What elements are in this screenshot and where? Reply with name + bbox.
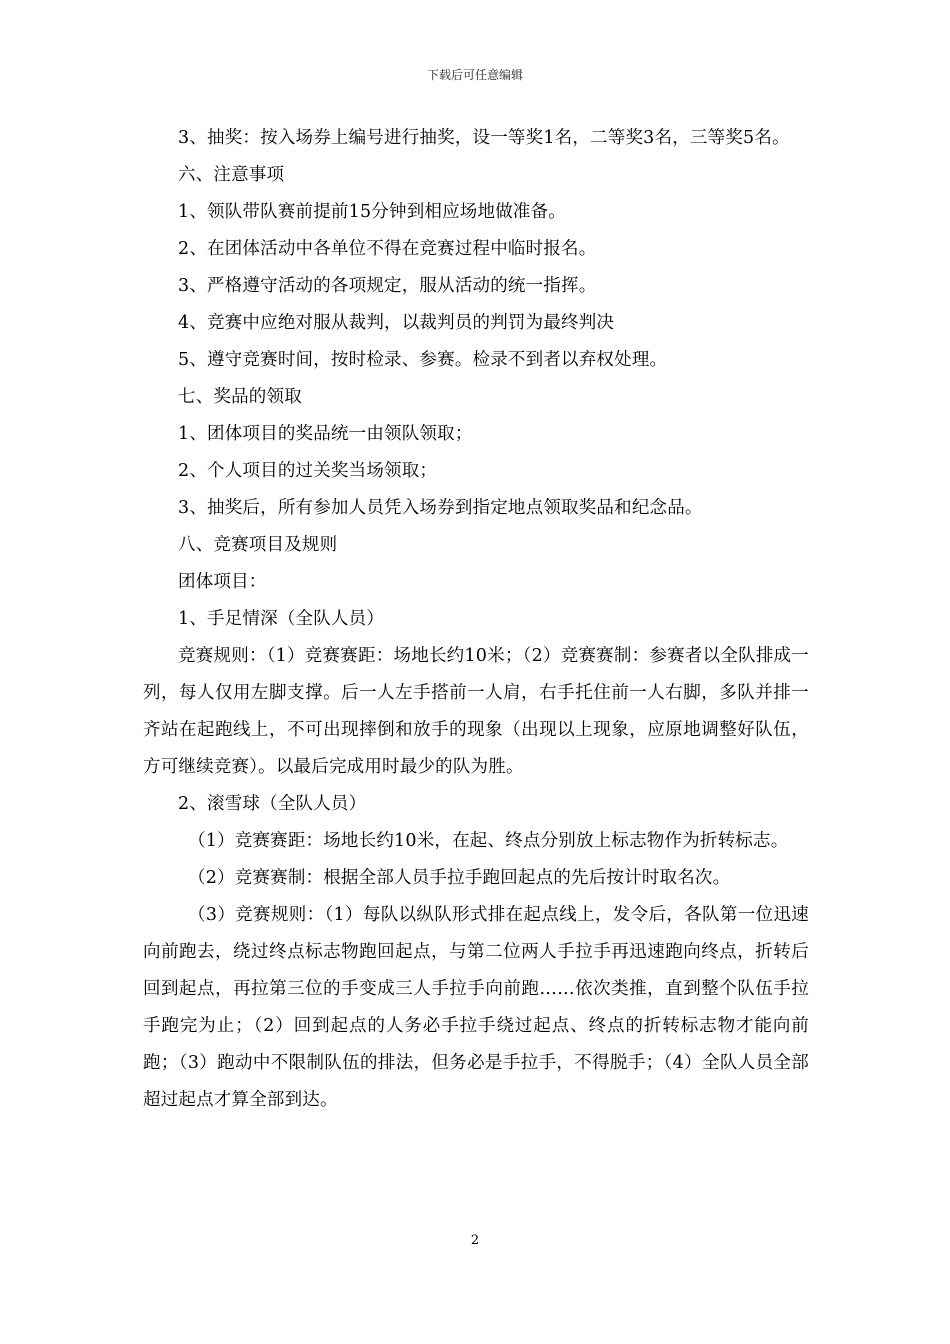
paragraph-team-events: 团体项目： [178, 572, 267, 592]
paragraph-prize-3: 3、抽奖后，所有参加人员凭入场券到指定地点领取奖品和纪念品。 [178, 498, 703, 518]
paragraph-note-4: 4、竞赛中应绝对服从裁判，以裁判员的判罚为最终判决 [178, 313, 615, 333]
paragraph-event-1-rules: 竞赛规则：（1）竞赛赛距：场地长约10米；（2）竞赛赛制：参赛者以全队排成一列，每人仅用左脚支撑。后一人左手搭前一人肩，右手托住前一人右脚，多队并排一齐站在起跑线上，不可出现摔倒和放手的现象（出现以上现象，应原地调整好队伍，方可继续竞赛）。以最后完成用时最少的队为胜。 [143, 646, 809, 777]
paragraph-event-2-format: （2）竞赛赛制：根据全部人员手拉手跑回起点的先后按计时取名次。 [188, 868, 731, 888]
section-heading-events: 八、竞赛项目及规则 [178, 535, 338, 555]
paragraph-note-1: 1、领队带队赛前提前15分钟到相应场地做准备。 [178, 202, 567, 222]
paragraph-note-5: 5、遵守竞赛时间，按时检录、参赛。检录不到者以弃权处理。 [178, 350, 668, 370]
document-body [143, 120, 809, 1119]
section-heading-prizes: 七、奖品的领取 [178, 387, 302, 407]
paragraph-event-2-rules: （3）竞赛规则：（1）每队以纵队形式排在起点线上，发令后，各队第一位迅速向前跑去，绕过终点标志物跑回起点，与第二位两人手拉手再迅速跑向终点，折转后回到起点，再拉第三位的手变成三人手拉手向前跑……依次类推，直到整个队伍手拉手跑完为止；（2）回到起点的人务必手拉手绕过起点、终点的折转标志物才能向前跑；（3）跑动中不限制队伍的排法，但务必是手拉手，不得脱手；（4）全队人员全部超过起点才算全部到达。 [143, 905, 809, 1110]
paragraph-note-3: 3、严格遵守活动的各项规定，服从活动的统一指挥。 [178, 276, 597, 296]
paragraph-note-2: 2、在团体活动中各单位不得在竞赛过程中临时报名。 [178, 239, 597, 259]
paragraph-event-2-title: 2、滚雪球（全队人员） [178, 794, 367, 814]
paragraph-prize-1: 1、团体项目的奖品统一由领队领取； [178, 424, 473, 444]
paragraph-lottery: 3、抽奖：按入场券上编号进行抽奖，设一等奖1名，二等奖3名，三等奖5名。 [178, 128, 790, 148]
section-heading-notes: 六、注意事项 [178, 165, 285, 185]
paragraph-prize-2: 2、个人项目的过关奖当场领取； [178, 461, 438, 481]
page-header: 下载后可任意编辑 [426, 68, 523, 82]
paragraph-event-2-distance: （1）竞赛赛距：场地长约10米，在起、终点分别放上标志物作为折转标志。 [188, 831, 789, 851]
page-number: 2 [470, 1233, 480, 1248]
paragraph-event-1-title: 1、手足情深（全队人员） [178, 609, 385, 629]
